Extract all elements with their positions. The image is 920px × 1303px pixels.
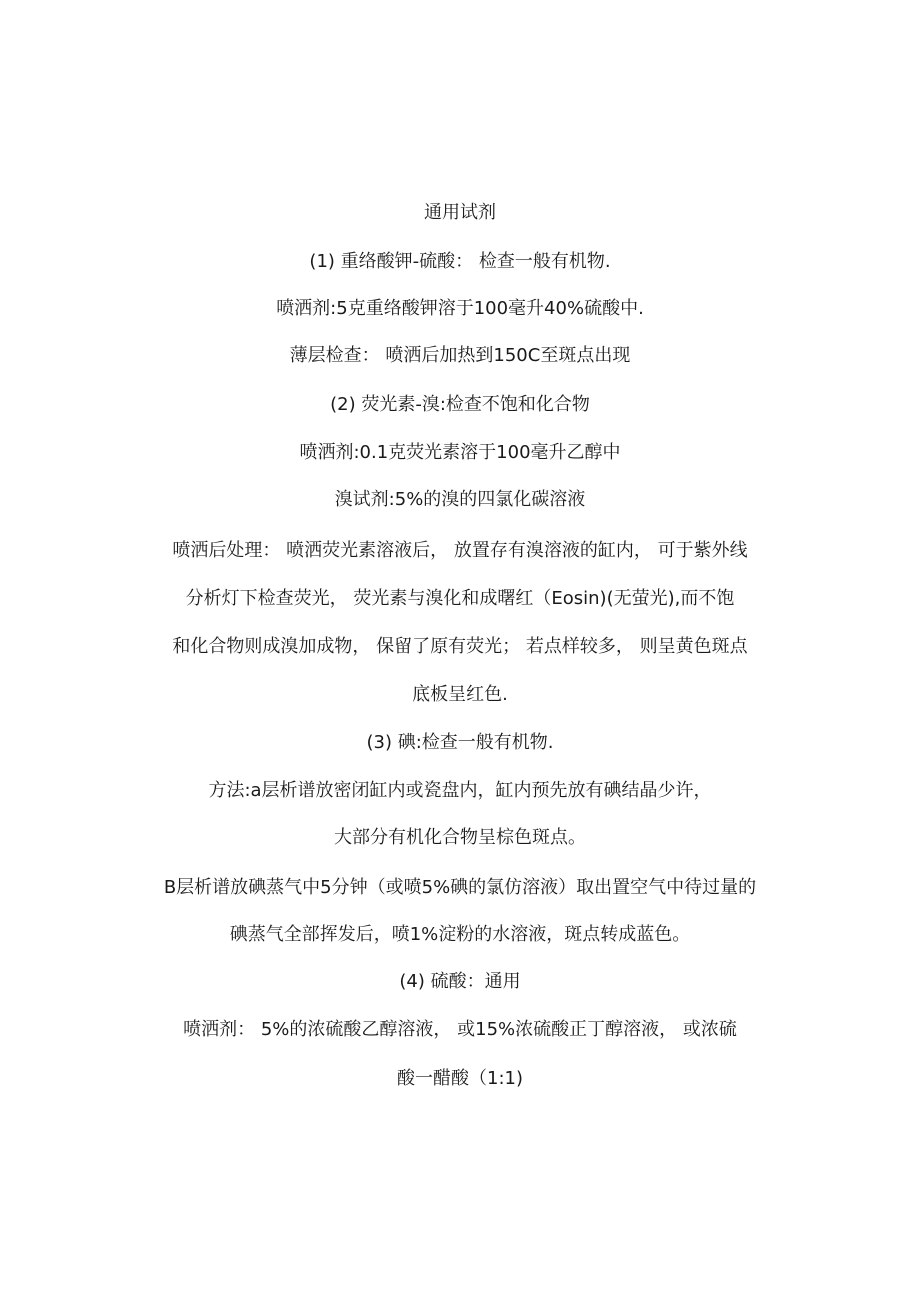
text-line: 分析灯下检查荧光， 荧光素与溴化和成曙红（Eosin)(无萤光),而不饱 <box>185 588 735 609</box>
text-line: 喷洒剂:0.1克荧光素溶于100毫升乙醇中 <box>299 442 621 463</box>
text-line: 喷洒剂:5克重络酸钾溶于100毫升40%硫酸中. <box>276 298 644 319</box>
text-line: 溴试剂:5%的溴的四氯化碳溶液 <box>334 489 586 510</box>
text-line: 酸一醋酸（1:1) <box>397 1068 523 1089</box>
text-line: 底板呈红色. <box>412 684 508 705</box>
text-line: 喷洒剂： 5%的浓硫酸乙醇溶液， 或15%浓硫酸正丁醇溶液， 或浓硫 <box>183 1019 737 1040</box>
document-title: 通用试剂 <box>424 202 496 223</box>
text-line: (2) 荧光素-溴:检查不饱和化合物 <box>330 394 590 415</box>
text-line: B层析谱放碘蒸气中5分钟（或喷5%碘的氯仿溶液）取出置空气中待过量的 <box>163 877 757 898</box>
text-line: 大部分有机化合物呈棕色斑点。 <box>334 827 586 848</box>
text-line: (4) 硫酸：通用 <box>399 971 521 992</box>
text-line: 喷洒后处理： 喷洒荧光素溶液后， 放置存有溴溶液的缸内， 可于紫外线 <box>172 540 748 561</box>
text-line: (1) 重络酸钾-硫酸： 检查一般有机物. <box>309 251 611 272</box>
text-line: 和化合物则成溴加成物， 保留了原有荧光； 若点样较多， 则呈黄色斑点 <box>172 636 748 657</box>
text-line: 方法:a层析谱放密闭缸内或瓷盘内，缸内预先放有碘结晶少许， <box>208 780 712 801</box>
text-line: 薄层检查： 喷洒后加热到150C至斑点出现 <box>289 345 631 366</box>
text-line: (3) 碘:检查一般有机物. <box>366 732 554 753</box>
text-line: 碘蒸气全部挥发后，喷1%淀粉的水溶液，斑点转成蓝色。 <box>229 924 691 945</box>
